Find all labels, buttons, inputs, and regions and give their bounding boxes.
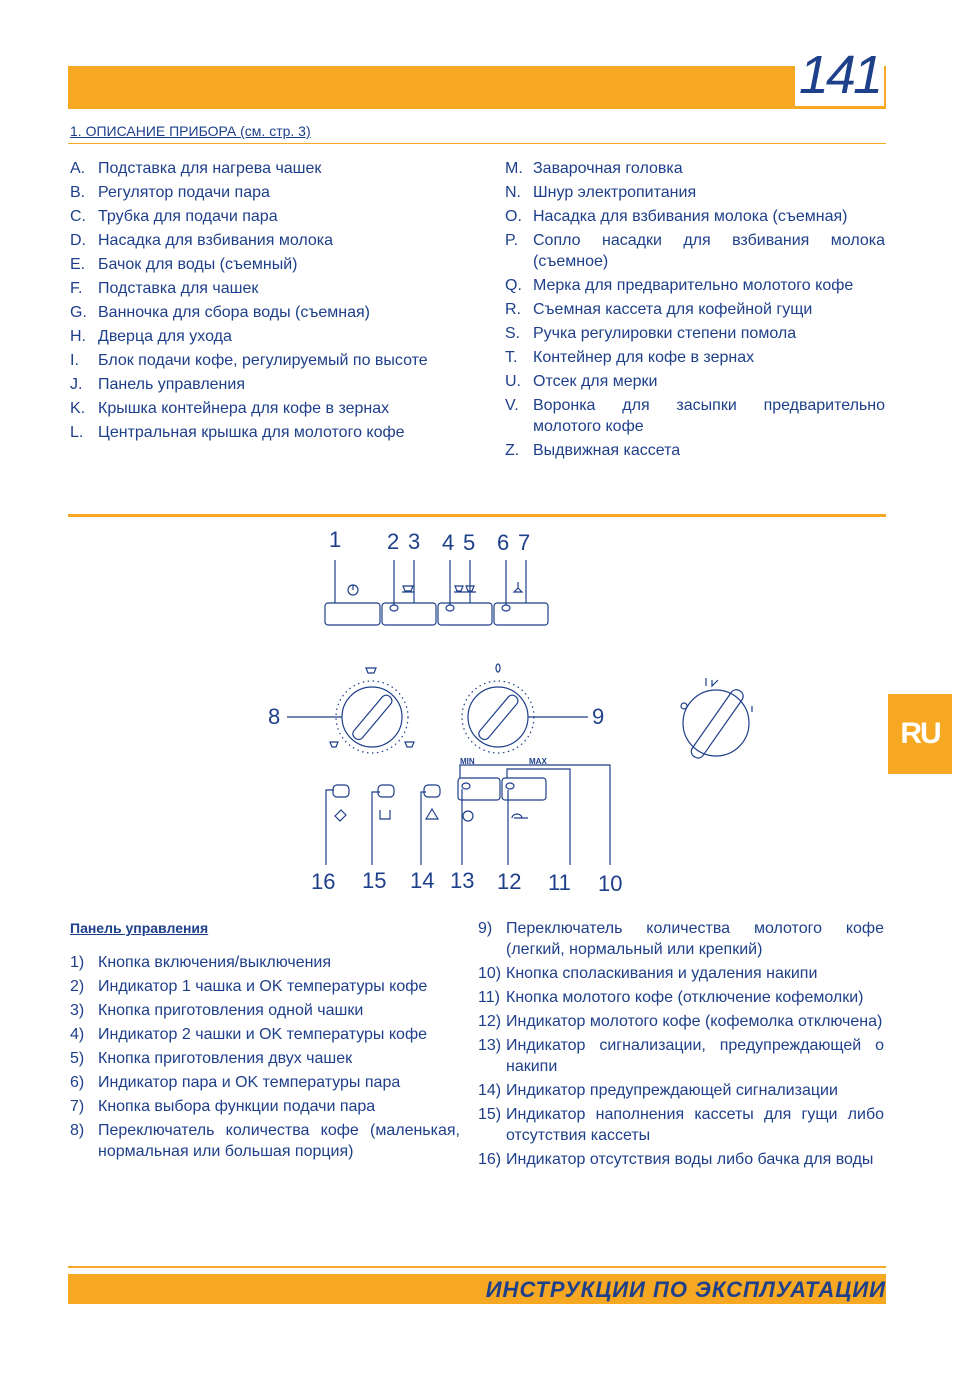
list-item-text: Шнур электропитания	[533, 184, 697, 201]
list-item-text: Кнопка молотого кофе (отключение кофемолки)	[506, 989, 864, 1006]
callout-12: 12	[497, 869, 522, 894]
list-item-text: Крышка контейнера для кофе в зернах	[98, 400, 390, 417]
list-item	[70, 230, 450, 251]
list-item-key: 8)	[70, 1122, 85, 1139]
list-item-key: D.	[70, 232, 86, 249]
section-title: 1. ОПИСАНИЕ ПРИБОРА (см. стр. 3)	[70, 123, 311, 139]
medium-cup-icon	[330, 742, 338, 747]
list-item-key: 2)	[70, 978, 85, 995]
list-item	[70, 422, 450, 443]
list-item	[70, 976, 460, 997]
water-icon	[335, 810, 346, 821]
list-item	[70, 206, 450, 227]
indicator-two-cup	[446, 605, 454, 611]
callout-11: 11	[548, 870, 571, 895]
list-item	[478, 1035, 884, 1077]
callout-7: 7	[518, 530, 531, 555]
list-item-text: Индикатор 1 чашка и OK температуры кофе	[98, 978, 428, 995]
list-item	[70, 1072, 460, 1093]
list-item-key: 4)	[70, 1026, 85, 1043]
list-item-key: 6)	[70, 1074, 85, 1091]
list-item-text: Насадка для взбивания молока	[98, 232, 334, 249]
list-item-key: I.	[70, 352, 79, 369]
dial-max-label: MAX	[529, 757, 547, 766]
scoop-icon	[512, 814, 528, 818]
callout-6: 6	[497, 530, 510, 555]
list-item	[70, 1120, 460, 1162]
list-item-text: Переключатель количества кофе (маленькая, нормальная или большая порция)	[98, 1122, 460, 1160]
list-item-key: 3)	[70, 1002, 85, 1019]
list-item-text: Индикатор пара и OK температуры пара	[98, 1074, 401, 1091]
language-tab: RU	[888, 694, 952, 774]
list-item-text: Кнопка включения/выключения	[98, 954, 332, 971]
list-item	[70, 350, 450, 371]
list-item-key: F.	[70, 280, 83, 297]
list-item	[505, 275, 885, 296]
list-item-key: R.	[505, 301, 521, 318]
list-item	[70, 302, 450, 323]
list-item	[478, 1104, 884, 1146]
dial-min-label: MIN	[460, 757, 475, 766]
large-cup-icon	[405, 742, 414, 747]
list-item-key: G.	[70, 304, 87, 321]
list-item-text: Кнопка выбора функции подачи пара	[98, 1098, 376, 1115]
list-item	[70, 158, 450, 179]
list-item	[505, 230, 885, 272]
list-item-text: Индикатор предупреждающей сигнализации	[506, 1082, 838, 1099]
list-item-key: 9)	[478, 920, 493, 937]
control-panel-diagram	[0, 520, 954, 900]
callout-16: 16	[311, 869, 336, 894]
one-cup-icon	[402, 586, 414, 592]
list-item-text: Контейнер для кофе в зернах	[533, 349, 755, 366]
list-item	[478, 1011, 884, 1032]
list-item	[505, 347, 885, 368]
list-item-text: Индикатор отсутствия воды либо бачка для воды	[506, 1151, 874, 1168]
bean-icon	[496, 664, 500, 672]
callout-9: 9	[592, 704, 605, 729]
list-item	[70, 1000, 460, 1021]
list-item	[505, 206, 885, 227]
indicator-water	[333, 785, 349, 797]
list-item-key: M.	[505, 160, 523, 177]
indicator-grounds	[378, 785, 394, 797]
list-item	[70, 952, 460, 973]
list-item	[505, 395, 885, 437]
list-item-key: 5)	[70, 1050, 85, 1067]
section-rule	[68, 143, 886, 144]
list-item	[505, 158, 885, 179]
list-item-text: Сопло насадки для взбивания молока (съемное)	[533, 232, 885, 270]
list-item	[505, 440, 885, 461]
list-item-key: 1)	[70, 954, 85, 971]
list-item	[70, 1024, 460, 1045]
list-item-key: 11)	[478, 989, 500, 1006]
list-item	[505, 182, 885, 203]
indicator-alarm	[424, 785, 440, 797]
list-item	[505, 323, 885, 344]
power-button	[325, 603, 380, 625]
two-cups-icon	[454, 586, 476, 592]
list-item-key: 10)	[478, 965, 502, 982]
indicator-one-cup	[390, 605, 398, 611]
list-item-key: 14)	[478, 1082, 502, 1099]
list-item-text: Индикатор сигнализации, предупреждающей о накипи	[506, 1037, 884, 1075]
list-item-key: 15)	[478, 1106, 502, 1123]
list-item-text: Переключатель количества молотого кофе (легкий, нормальный или крепкий)	[506, 920, 884, 958]
list-item-text: Выдвижная кассета	[533, 442, 681, 459]
descale-icon	[463, 811, 473, 821]
list-item-key: B.	[70, 184, 86, 201]
grounds-box-icon	[380, 810, 390, 819]
list-item-text: Индикатор 2 чашки и OK температуры кофе	[98, 1026, 428, 1043]
callout-1: 1	[329, 527, 342, 552]
list-item-key: K.	[70, 400, 86, 417]
list-item-key: L.	[70, 424, 84, 441]
list-item-text: Регулятор подачи пара	[98, 184, 270, 201]
steam-icon	[514, 582, 522, 592]
list-item-key: A.	[70, 160, 86, 177]
list-item	[70, 398, 450, 419]
callout-2: 2	[387, 529, 400, 554]
list-item	[478, 1080, 884, 1101]
header-bar	[68, 66, 886, 109]
list-item	[70, 374, 450, 395]
grind-icon	[706, 678, 718, 686]
list-item-key: V.	[505, 397, 519, 414]
parts-list-right	[505, 158, 885, 464]
list-item	[70, 1048, 460, 1069]
list-item-text: Насадка для взбивания молока (съемная)	[533, 208, 848, 225]
list-item-key: P.	[505, 232, 519, 249]
list-item-text: Дверца для ухода	[98, 328, 232, 345]
callout-14: 14	[410, 868, 435, 893]
divider-top	[68, 514, 886, 517]
list-item-text: Индикатор молотого кофе (кофемолка отключена)	[506, 1013, 883, 1030]
ground-coffee-knob	[468, 687, 528, 747]
list-item-key: 16)	[478, 1151, 502, 1168]
list-item-text: Трубка для подачи пара	[98, 208, 278, 225]
parts-list-left	[70, 158, 450, 446]
list-item-text: Съемная кассета для кофейной гущи	[533, 301, 813, 318]
list-item-text: Панель управления	[98, 376, 245, 393]
control-panel-list-left	[70, 952, 460, 1165]
list-item	[478, 963, 884, 984]
list-item	[478, 918, 884, 960]
list-item-text: Блок подачи кофе, регулируемый по высоте	[98, 352, 428, 369]
callout-5: 5	[463, 530, 476, 555]
callout-4: 4	[442, 530, 455, 555]
callout-8: 8	[268, 704, 281, 729]
small-cup-icon	[366, 668, 376, 673]
list-item-key: J.	[70, 376, 83, 393]
list-item-key: Z.	[505, 442, 520, 459]
list-item-key: 7)	[70, 1098, 85, 1115]
list-item-key: H.	[70, 328, 86, 345]
list-item-key: T.	[505, 349, 518, 366]
list-item-text: Мерка для предварительно молотого кофе	[533, 277, 854, 294]
list-item-text: Отсек для мерки	[533, 373, 658, 390]
list-item	[70, 254, 450, 275]
warning-icon	[426, 809, 438, 819]
list-item	[70, 278, 450, 299]
list-item	[505, 371, 885, 392]
list-item	[70, 1096, 460, 1117]
indicator-descale	[462, 783, 470, 789]
list-item	[478, 1149, 884, 1170]
grind-knob	[683, 690, 749, 756]
callout-15: 15	[362, 868, 387, 893]
list-item-key: N.	[505, 184, 521, 201]
list-item-text: Воронка для засыпки предварительно молотого кофе	[533, 397, 885, 435]
callout-10: 10	[598, 871, 623, 896]
footer-rule	[68, 1266, 886, 1268]
footer-title: ИНСТРУКЦИИ ПО ЭКСПЛУАТАЦИИ	[485, 1277, 886, 1302]
list-item-text: Кнопка приготовления двух чашек	[98, 1050, 353, 1067]
list-item-text: Кнопка приготовления одной чашки	[98, 1002, 364, 1019]
list-item-key: O.	[505, 208, 522, 225]
list-item	[478, 987, 884, 1008]
list-item-key: 12)	[478, 1013, 502, 1030]
control-panel-title: Панель управления	[70, 920, 209, 936]
control-panel-list-right	[478, 918, 884, 1173]
list-item-text: Подставка для нагрева чашек	[98, 160, 322, 177]
page-number: 141	[795, 44, 884, 106]
callout-13: 13	[450, 868, 475, 893]
list-item-key: E.	[70, 256, 86, 273]
list-item-text: Индикатор наполнения кассеты для гущи либо отсутствия кассеты	[506, 1106, 884, 1144]
list-item-text: Центральная крышка для молотого кофе	[98, 424, 405, 441]
list-item-text: Заварочная головка	[533, 160, 683, 177]
list-item-key: C.	[70, 208, 86, 225]
list-item-key: S.	[505, 325, 521, 342]
list-item	[70, 182, 450, 203]
list-item-text: Кнопка споласкивания и удаления накипи	[506, 965, 818, 982]
list-item-text: Ручка регулировки степени помола	[533, 325, 797, 342]
indicator-preground	[506, 783, 514, 789]
list-item	[505, 299, 885, 320]
list-item-key: 13)	[478, 1037, 502, 1054]
list-item-text: Подставка для чашек	[98, 280, 259, 297]
indicator-steam	[502, 605, 510, 611]
list-item-key: Q.	[505, 277, 522, 294]
callout-3: 3	[408, 529, 421, 554]
list-item-text: Бачок для воды (съемный)	[98, 256, 298, 273]
list-item-text: Ванночка для сбора воды (съемная)	[98, 304, 371, 321]
list-item	[70, 326, 450, 347]
coffee-quantity-knob	[342, 687, 402, 747]
list-item-key: U.	[505, 373, 521, 390]
